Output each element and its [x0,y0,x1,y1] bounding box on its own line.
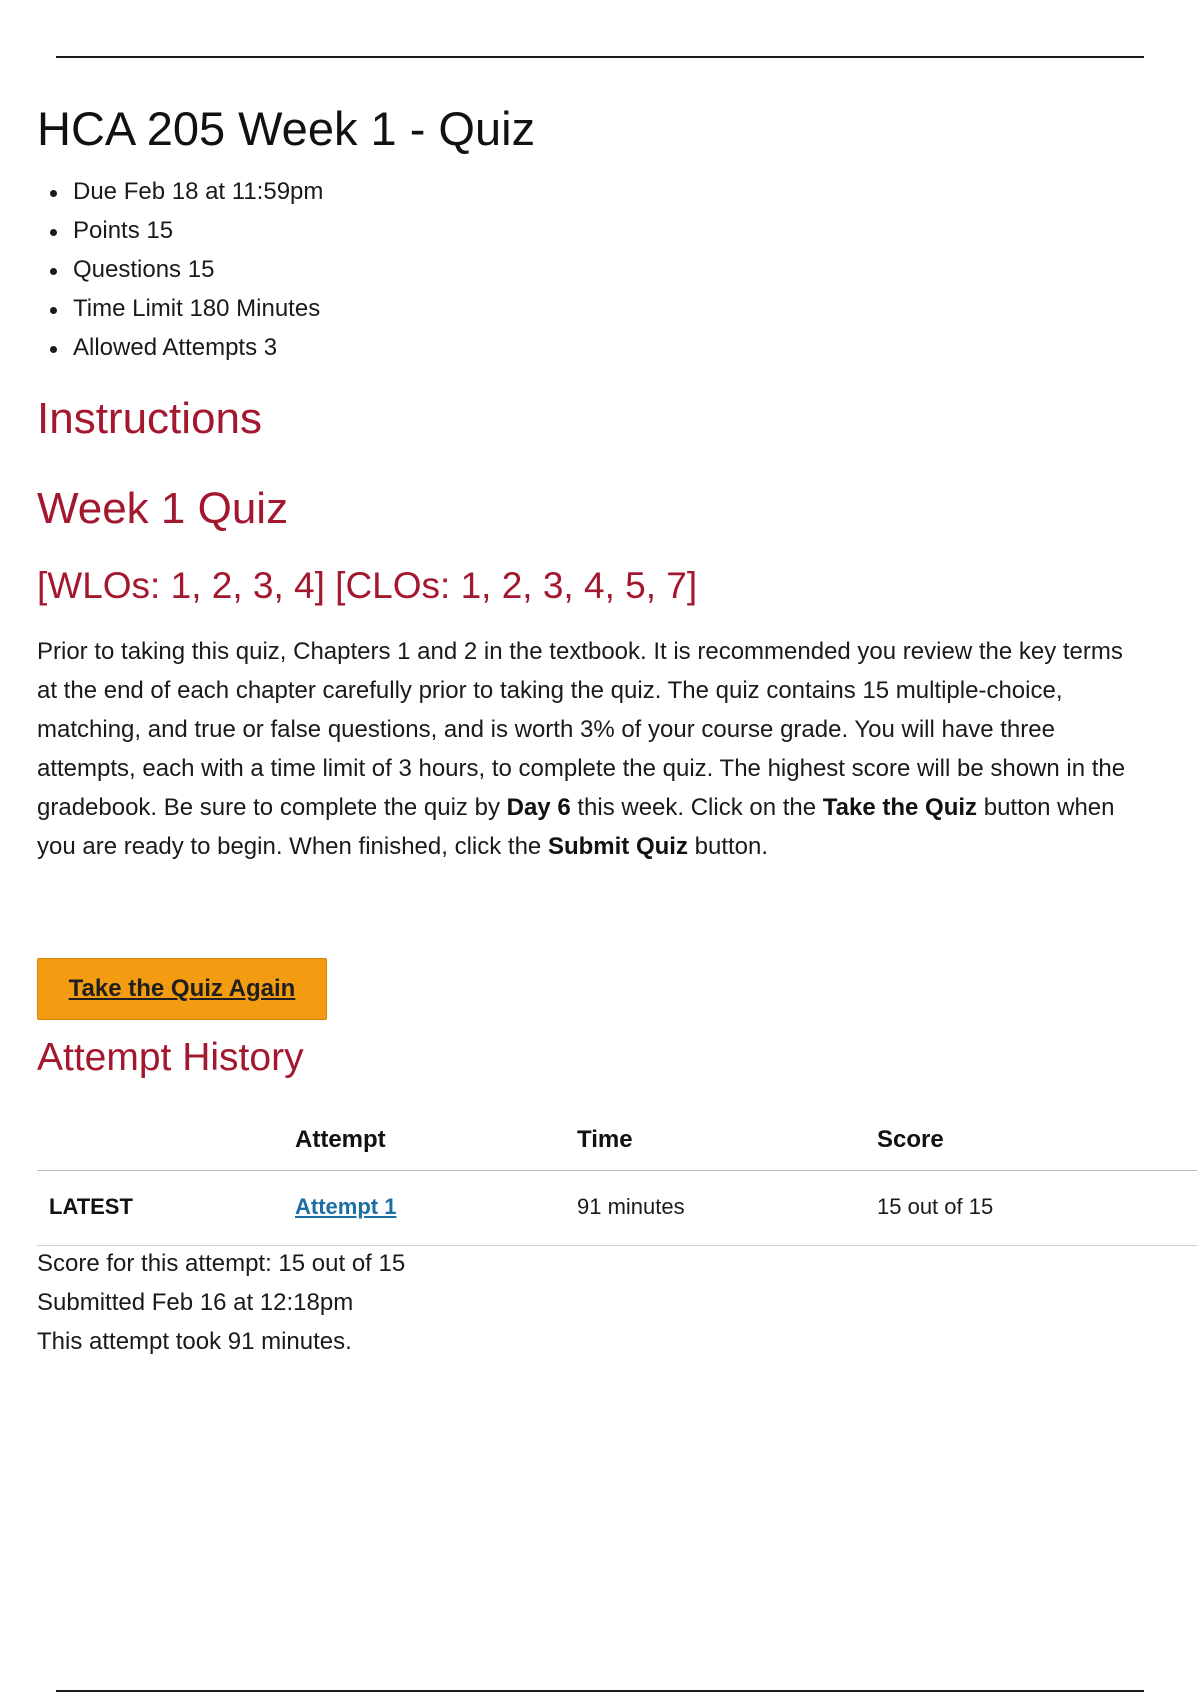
quiz-page [37,92,1187,866]
due-date-detail: Due Feb 18 at 11:59pm [37,172,1187,211]
column-header-score: Score [877,1126,944,1153]
instructions-text: this week. Click on the [570,794,823,821]
allowed-attempts-detail: Allowed Attempts 3 [37,328,1187,367]
score-summary: Score for this attempt: 15 out of 15 [37,1250,406,1277]
instructions-text: button when you are ready to begin. When finished, click the [37,794,1115,860]
attempt-time: 91 minutes [577,1194,685,1219]
column-header-time: Time [577,1126,633,1153]
table-row [37,1171,1197,1246]
attempt-score: 15 out of 15 [877,1194,994,1219]
attempt-summary [37,1244,405,1361]
table-header [37,1110,1197,1171]
bottom-divider [56,1690,1144,1692]
instructions-heading: Instructions [37,394,262,443]
quiz-heading: Week 1 Quiz [37,484,289,533]
instructions-body [37,632,1137,866]
quiz-details-list [37,172,1187,367]
instructions-text: Prior to taking this quiz, Chapters 1 and 2 in the textbook. It is recommended you review the key terms at the end of each chapter carefully prior to taking the quiz. The quiz contains 15 multiple-choice, matching, and true or false questions, and is worth 3% of your course grade. You will have three attempts, each with a time limit of 3 hours, to complete the quiz. The highest score will be shown in the gradebook. Be sure to complete the quiz by [37,638,1126,821]
page-title: HCA 205 Week 1 - Quiz [37,102,536,155]
instructions-text: button. [687,833,769,860]
submit-quiz-reference: Submit Quiz [547,833,688,860]
learning-outcomes: [WLOs: 1, 2, 3, 4] [CLOs: 1, 2, 3, 4, 5, 7] [37,565,698,606]
due-day: Day 6 [506,794,571,821]
time-limit-detail: Time Limit 180 Minutes [37,289,1187,328]
top-divider [56,56,1144,58]
take-quiz-reference: Take the Quiz [822,794,978,821]
attempt-history-table [37,1110,1197,1246]
points-detail: Points 15 [37,211,1187,250]
duration-summary: This attempt took 91 minutes. [37,1328,352,1355]
column-header-attempt: Attempt [295,1126,386,1153]
questions-detail: Questions 15 [37,250,1187,289]
attempt-1-link[interactable]: Attempt 1 [295,1194,397,1219]
submitted-summary: Submitted Feb 16 at 12:18pm [37,1289,354,1316]
take-quiz-again-button[interactable]: Take the Quiz Again [37,958,327,1020]
attempt-history-heading: Attempt History [37,1036,304,1079]
latest-badge: LATEST [49,1194,133,1219]
